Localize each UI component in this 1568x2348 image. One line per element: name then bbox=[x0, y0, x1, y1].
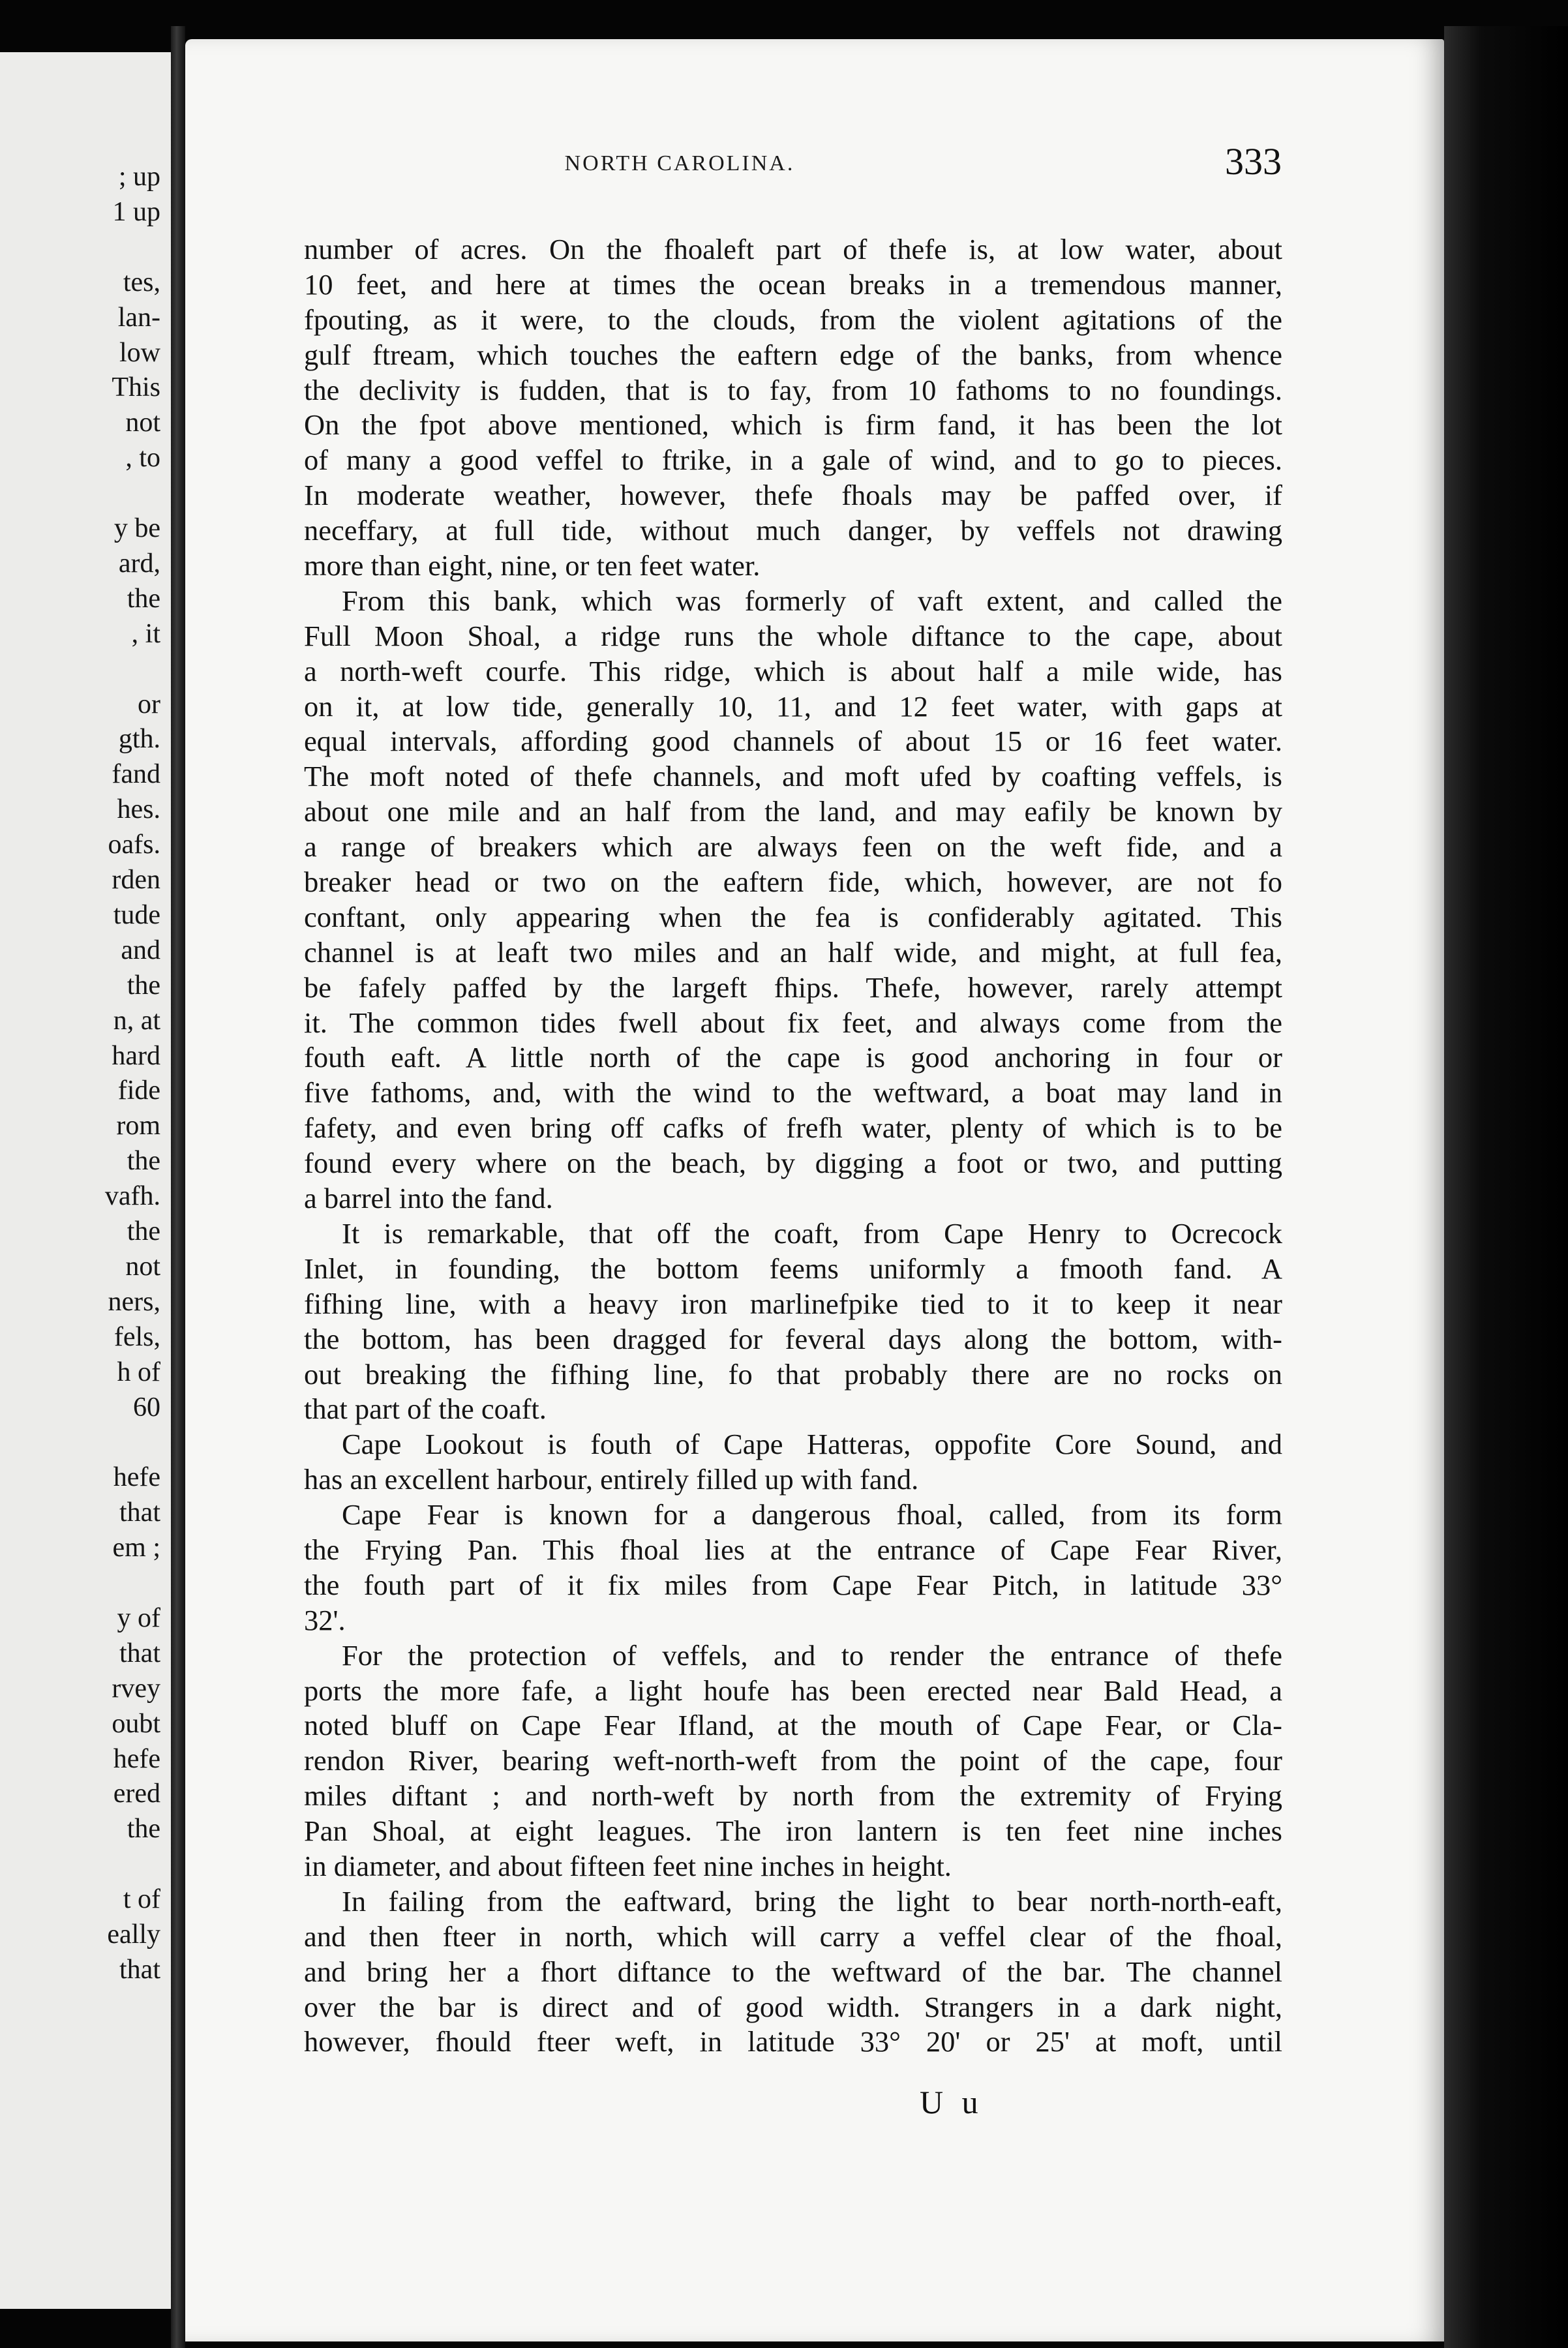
facing-page-line: rom bbox=[116, 1111, 160, 1141]
facing-page-line: oubt bbox=[112, 1708, 160, 1739]
text-line: Cape Fear is known for a dangerous fhoal, called, from its form bbox=[342, 1498, 1282, 1531]
text-line: rendon River, bearing weft-north-weft from the point of the cape, four bbox=[304, 1744, 1282, 1777]
text-line: and then fteer in north, which will carry a veffel clear of the fhoal, bbox=[304, 1919, 1282, 1953]
text-line: ports the more fafe, a light houfe has been erected near Bald Head, a bbox=[304, 1674, 1282, 1707]
facing-page-line: the bbox=[127, 970, 160, 1001]
facing-page-line: rden bbox=[112, 865, 160, 895]
page-edge-shadow bbox=[1444, 26, 1568, 2348]
facing-page-line: eally bbox=[107, 1919, 160, 1949]
text-line: the fouth part of it fix miles from Cape Fear Pitch, in latitude 33° bbox=[304, 1568, 1282, 1601]
text-line: the Frying Pan. This fhoal lies at the entrance of Cape Fear River, bbox=[304, 1533, 1282, 1566]
facing-page-line: oafs. bbox=[108, 830, 160, 860]
text-line: In moderate weather, however, thefe fhoals may be paffed over, if bbox=[304, 479, 1282, 512]
facing-page-line: 1 up bbox=[112, 196, 160, 227]
text-line: Cape Lookout is fouth of Cape Hatteras, oppofite Core Sound, and bbox=[342, 1428, 1282, 1461]
facing-page-line: , it bbox=[131, 618, 160, 649]
text-line: miles diftant ; and north-weft by north from the extremity of Frying bbox=[304, 1779, 1282, 1813]
text-line: From this bank, which was formerly of vaft extent, and called the bbox=[342, 584, 1282, 617]
text-line: fafety, and even bring off cafks of frefh water, plenty of which is to be bbox=[304, 1111, 1282, 1145]
facing-page-line: tes, bbox=[123, 267, 160, 297]
running-head-text: NORTH CAROLINA. bbox=[564, 151, 795, 175]
text-line: neceffary, at full tide, without much danger, by veffels not drawing bbox=[304, 514, 1282, 547]
facing-page-line: n, at bbox=[113, 1005, 160, 1036]
facing-page-line: not bbox=[125, 1251, 160, 1282]
text-line: in diameter, and about fifteen feet nine inches in height. bbox=[304, 1849, 952, 1882]
facing-page-line: This bbox=[112, 372, 160, 403]
text-line: conftant, only appearing when the fea is confiderably agitated. This bbox=[304, 900, 1282, 933]
text-line: fouth eaft. A little north of the cape is good anchoring in four or bbox=[304, 1041, 1282, 1074]
facing-page-line: h of bbox=[117, 1357, 160, 1387]
running-head bbox=[0, 151, 1568, 176]
facing-page-line: , to bbox=[125, 443, 160, 474]
text-line: gulf ftream, which touches the eaftern edge of the banks, from whence bbox=[304, 338, 1282, 371]
facing-page-line: y be bbox=[113, 513, 160, 543]
facing-page-line: tude bbox=[113, 899, 160, 930]
text-line: on it, at low tide, generally 10, 11, and 12 feet water, with gaps at bbox=[304, 689, 1282, 723]
facing-page-line: hefe bbox=[113, 1743, 160, 1774]
facing-page-line: the bbox=[127, 1814, 160, 1844]
text-line: the declivity is fudden, that is to fay, from 10 fathoms to no foundings. bbox=[304, 373, 1282, 406]
text-line: equal intervals, affording good channels of about 15 or 16 feet water. bbox=[304, 725, 1282, 758]
facing-page-line: hard bbox=[112, 1040, 160, 1071]
facing-page-line: gth. bbox=[118, 724, 160, 755]
body-text bbox=[304, 232, 1282, 2060]
text-line: a north-weft courfe. This ridge, which is about half a mile wide, has bbox=[304, 654, 1282, 687]
facing-page-line: not bbox=[125, 408, 160, 438]
text-line: number of acres. On the fhoaleft part of thefe is, at low water, about bbox=[304, 233, 1282, 265]
text-line: fpouting, as it were, to the clouds, from the violent agitations of the bbox=[304, 303, 1282, 336]
text-line: For the protection of veffels, and to render the entrance of thefe bbox=[342, 1638, 1282, 1672]
facing-page-line: fand bbox=[112, 759, 160, 790]
text-line: Pan Shoal, at eight leagues. The iron lantern is ten feet nine inches bbox=[304, 1814, 1282, 1848]
text-line: noted bluff on Cape Fear Ifland, at the mouth of Cape Fear, or Cla- bbox=[304, 1709, 1282, 1742]
facing-page-line: that bbox=[119, 1638, 160, 1668]
text-line: The moft noted of thefe channels, and moft ufed by coafting veffels, is bbox=[304, 760, 1282, 793]
facing-page-line: that bbox=[119, 1954, 160, 1985]
text-line: five fathoms, and, with the wind to the weftward, a boat may land in bbox=[304, 1076, 1282, 1109]
text-line: and bring her a fhort diftance to the weftward of the bar. The channel bbox=[304, 1955, 1282, 1988]
facing-page-line: that bbox=[119, 1498, 160, 1528]
facing-page-line: 60 bbox=[133, 1392, 160, 1422]
text-line: fifhing line, with a heavy iron marlinefpike tied to it to keep it near bbox=[304, 1287, 1282, 1320]
text-line: that part of the coaft. bbox=[304, 1392, 547, 1426]
text-line: be fafely paffed by the largeft fhips. Thefe, however, rarely attempt bbox=[304, 971, 1282, 1004]
facing-page-line: vafh. bbox=[104, 1181, 160, 1212]
text-line: Inlet, in founding, the bottom feems uniformly a fmooth fand. A bbox=[304, 1252, 1282, 1285]
text-line: 10 feet, and here at times the ocean breaks in a tremendous manner, bbox=[304, 267, 1282, 301]
text-line: it. The common tides fwell about fix feet, and always come from the bbox=[304, 1006, 1282, 1039]
text-line: however, fhould fteer weft, in latitude 33° 20' or 25' at moft, until bbox=[304, 2025, 1282, 2058]
text-line: channel is at leaft two miles and an half wide, and might, at full fea, bbox=[304, 935, 1282, 969]
text-line: has an excellent harbour, entirely filled up with fand. bbox=[304, 1463, 919, 1496]
text-line: about one mile and an half from the land, and may eafily be known by bbox=[304, 795, 1282, 828]
facing-page-fragment bbox=[0, 52, 175, 2309]
facing-page-line: low bbox=[119, 337, 160, 368]
facing-page-line: ners, bbox=[108, 1286, 160, 1317]
text-line: Full Moon Shoal, a ridge runs the whole diftance to the cape, about bbox=[304, 619, 1282, 652]
text-line: out breaking the fifhing line, fo that probably there are no rocks on bbox=[304, 1357, 1282, 1391]
facing-page-line: the bbox=[127, 583, 160, 614]
facing-page-line: fide bbox=[117, 1076, 160, 1106]
text-line: In failing from the eaftward, bring the light to bear north-north-eaft, bbox=[342, 1884, 1282, 1918]
facing-page-line: rvey bbox=[112, 1673, 160, 1704]
text-line: more than eight, nine, or ten feet water. bbox=[304, 549, 761, 582]
facing-page-line: ered bbox=[113, 1779, 160, 1809]
facing-page-line: y of bbox=[117, 1603, 160, 1633]
signature-mark: U u bbox=[920, 2084, 984, 2120]
facing-page-line: or bbox=[138, 689, 160, 719]
text-line: found every where on the beach, by digging a foot or two, and putting bbox=[304, 1147, 1282, 1180]
text-line: of many a good veffel to ftrike, in a gale of wind, and to go to pieces. bbox=[304, 444, 1282, 477]
text-line: over the bar is direct and of good width. Strangers in a dark night, bbox=[304, 1990, 1282, 2023]
facing-page-line: t of bbox=[123, 1884, 160, 1915]
facing-page-line: the bbox=[127, 1146, 160, 1177]
facing-page-line: and bbox=[121, 935, 160, 965]
facing-page-line: ard, bbox=[118, 548, 160, 579]
facing-page-line: fels, bbox=[113, 1321, 160, 1352]
text-line: a barrel into the fand. bbox=[304, 1182, 553, 1215]
facing-page-line: ; up bbox=[118, 162, 160, 192]
facing-page-line: the bbox=[127, 1216, 160, 1246]
facing-page-line: lan- bbox=[117, 302, 160, 333]
text-line: It is remarkable, that off the coaft, from Cape Henry to Ocrecock bbox=[342, 1216, 1282, 1250]
text-line: the bottom, has been dragged for feveral days along the bottom, with- bbox=[304, 1322, 1282, 1355]
book-gutter bbox=[171, 26, 185, 2348]
text-line: 32'. bbox=[304, 1603, 346, 1636]
text-line: breaker head or two on the eaftern fide, which, however, are not fo bbox=[304, 865, 1282, 899]
page-number: 333 bbox=[1225, 140, 1282, 183]
text-line: On the fpot above mentioned, which is firm fand, it has been the lot bbox=[304, 408, 1282, 442]
text-line: a range of breakers which are always feen on the weft fide, and a bbox=[304, 830, 1282, 864]
facing-page-line: hefe bbox=[113, 1462, 160, 1493]
facing-page-line: em ; bbox=[112, 1533, 160, 1563]
facing-page-line: hes. bbox=[117, 794, 160, 825]
